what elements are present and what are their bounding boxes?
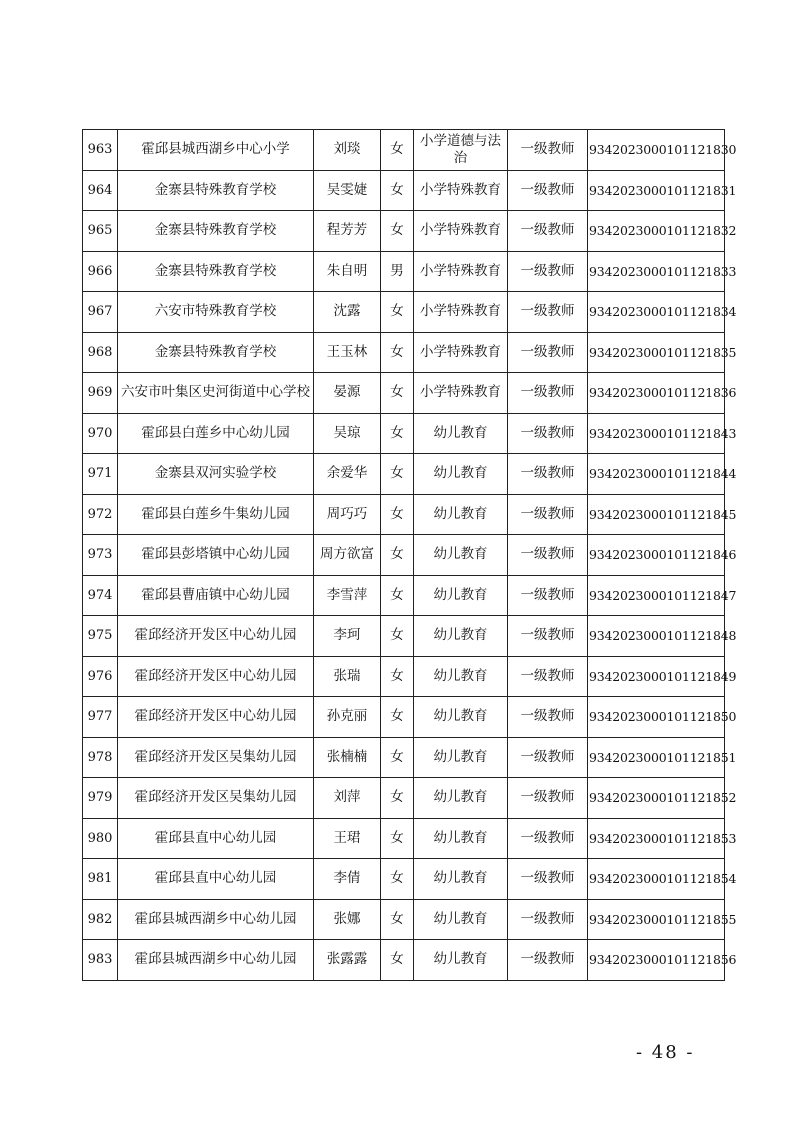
cell-certificate-number: 9342023000101121836: [588, 373, 725, 414]
cell-subject: 小学特殊教育: [414, 332, 508, 373]
cell-teacher-name: 张露露: [314, 940, 381, 981]
cell-teacher-name: 王玉林: [314, 332, 381, 373]
cell-title: 一级教师: [508, 211, 588, 252]
cell-subject: 小学特殊教育: [414, 292, 508, 333]
cell-school: 六安市叶集区史河街道中心学校: [118, 373, 314, 414]
cell-serial-number: 975: [83, 616, 118, 657]
cell-school: 霍邱县直中心幼儿园: [118, 818, 314, 859]
cell-serial-number: 980: [83, 818, 118, 859]
cell-certificate-number: 9342023000101121834: [588, 292, 725, 333]
cell-school: 霍邱县城西湖乡中心小学: [118, 130, 314, 171]
table-row: [83, 656, 725, 697]
cell-subject: 小学特殊教育: [414, 251, 508, 292]
table-row: [83, 211, 725, 252]
cell-serial-number: 965: [83, 211, 118, 252]
cell-certificate-number: 9342023000101121853: [588, 818, 725, 859]
cell-subject: 幼儿教育: [414, 737, 508, 778]
cell-subject: 幼儿教育: [414, 940, 508, 981]
cell-certificate-number: 9342023000101121850: [588, 697, 725, 738]
table-row: [83, 940, 725, 981]
cell-subject: 幼儿教育: [414, 899, 508, 940]
table-row: [83, 575, 725, 616]
cell-serial-number: 967: [83, 292, 118, 333]
cell-teacher-name: 王珺: [314, 818, 381, 859]
cell-teacher-name: 张娜: [314, 899, 381, 940]
cell-certificate-number: 9342023000101121845: [588, 494, 725, 535]
cell-gender: 女: [381, 454, 414, 495]
cell-title: 一级教师: [508, 535, 588, 576]
cell-gender: 男: [381, 251, 414, 292]
cell-title: 一级教师: [508, 656, 588, 697]
cell-certificate-number: 9342023000101121855: [588, 899, 725, 940]
cell-certificate-number: 9342023000101121851: [588, 737, 725, 778]
table-row: [83, 818, 725, 859]
table-row: [83, 899, 725, 940]
cell-subject: 幼儿教育: [414, 616, 508, 657]
cell-teacher-name: 李倩: [314, 859, 381, 900]
cell-gender: 女: [381, 575, 414, 616]
cell-certificate-number: 9342023000101121835: [588, 332, 725, 373]
cell-subject: 小学特殊教育: [414, 373, 508, 414]
cell-title: 一级教师: [508, 373, 588, 414]
cell-serial-number: 981: [83, 859, 118, 900]
cell-gender: 女: [381, 170, 414, 211]
cell-school: 霍邱县曹庙镇中心幼儿园: [118, 575, 314, 616]
cell-serial-number: 964: [83, 170, 118, 211]
cell-gender: 女: [381, 535, 414, 576]
cell-subject: 小学特殊教育: [414, 211, 508, 252]
table-row: [83, 737, 725, 778]
cell-serial-number: 974: [83, 575, 118, 616]
cell-title: 一级教师: [508, 737, 588, 778]
cell-title: 一级教师: [508, 616, 588, 657]
roster-body: [83, 130, 737, 981]
cell-gender: 女: [381, 778, 414, 819]
cell-subject: 小学道德与法治: [414, 130, 508, 171]
cell-certificate-number: 9342023000101121830: [588, 130, 725, 171]
cell-title: 一级教师: [508, 494, 588, 535]
cell-school: 霍邱经济开发区中心幼儿园: [118, 616, 314, 657]
cell-school: 霍邱经济开发区中心幼儿园: [118, 656, 314, 697]
cell-school: 金寨县特殊教育学校: [118, 251, 314, 292]
cell-certificate-number: 9342023000101121856: [588, 940, 725, 981]
cell-teacher-name: 张楠楠: [314, 737, 381, 778]
cell-gender: 女: [381, 373, 414, 414]
cell-school: 霍邱经济开发区吴集幼儿园: [118, 737, 314, 778]
cell-serial-number: 969: [83, 373, 118, 414]
roster-table: [82, 129, 737, 981]
table-row: [83, 778, 725, 819]
table-row: [83, 535, 725, 576]
cell-gender: 女: [381, 413, 414, 454]
cell-subject: 幼儿教育: [414, 575, 508, 616]
cell-certificate-number: 9342023000101121849: [588, 656, 725, 697]
cell-title: 一级教师: [508, 170, 588, 211]
cell-certificate-number: 9342023000101121833: [588, 251, 725, 292]
cell-teacher-name: 李雪萍: [314, 575, 381, 616]
cell-teacher-name: 周巧巧: [314, 494, 381, 535]
cell-school: 金寨县特殊教育学校: [118, 332, 314, 373]
cell-serial-number: 979: [83, 778, 118, 819]
cell-school: 六安市特殊教育学校: [118, 292, 314, 333]
cell-serial-number: 972: [83, 494, 118, 535]
cell-certificate-number: 9342023000101121848: [588, 616, 725, 657]
cell-subject: 小学特殊教育: [414, 170, 508, 211]
cell-certificate-number: 9342023000101121832: [588, 211, 725, 252]
cell-title: 一级教师: [508, 454, 588, 495]
cell-title: 一级教师: [508, 818, 588, 859]
cell-gender: 女: [381, 130, 414, 171]
cell-gender: 女: [381, 940, 414, 981]
cell-subject: 幼儿教育: [414, 818, 508, 859]
cell-serial-number: 978: [83, 737, 118, 778]
table-row: [83, 494, 725, 535]
cell-teacher-name: 朱自明: [314, 251, 381, 292]
cell-title: 一级教师: [508, 697, 588, 738]
table-row: [83, 292, 725, 333]
cell-subject: 幼儿教育: [414, 413, 508, 454]
cell-serial-number: 966: [83, 251, 118, 292]
cell-subject: 幼儿教育: [414, 454, 508, 495]
cell-teacher-name: 刘萍: [314, 778, 381, 819]
cell-serial-number: 970: [83, 413, 118, 454]
cell-title: 一级教师: [508, 899, 588, 940]
cell-teacher-name: 余爱华: [314, 454, 381, 495]
cell-certificate-number: 9342023000101121844: [588, 454, 725, 495]
cell-gender: 女: [381, 332, 414, 373]
cell-certificate-number: 9342023000101121846: [588, 535, 725, 576]
cell-gender: 女: [381, 494, 414, 535]
cell-serial-number: 968: [83, 332, 118, 373]
cell-title: 一级教师: [508, 130, 588, 171]
cell-title: 一级教师: [508, 413, 588, 454]
cell-subject: 幼儿教育: [414, 535, 508, 576]
cell-title: 一级教师: [508, 332, 588, 373]
cell-subject: 幼儿教育: [414, 494, 508, 535]
table-row: [83, 454, 725, 495]
cell-certificate-number: 9342023000101121843: [588, 413, 725, 454]
cell-subject: 幼儿教育: [414, 778, 508, 819]
page-number: - 48 -: [636, 1042, 695, 1063]
cell-certificate-number: 9342023000101121847: [588, 575, 725, 616]
cell-gender: 女: [381, 737, 414, 778]
cell-title: 一级教师: [508, 292, 588, 333]
cell-subject: 幼儿教育: [414, 697, 508, 738]
cell-teacher-name: 李珂: [314, 616, 381, 657]
cell-teacher-name: 吴雯婕: [314, 170, 381, 211]
cell-gender: 女: [381, 211, 414, 252]
cell-gender: 女: [381, 656, 414, 697]
cell-school: 霍邱经济开发区吴集幼儿园: [118, 778, 314, 819]
cell-teacher-name: 张瑞: [314, 656, 381, 697]
cell-school: 霍邱县城西湖乡中心幼儿园: [118, 899, 314, 940]
cell-school: 霍邱经济开发区中心幼儿园: [118, 697, 314, 738]
cell-serial-number: 963: [83, 130, 118, 171]
cell-certificate-number: 9342023000101121831: [588, 170, 725, 211]
cell-school: 霍邱县城西湖乡中心幼儿园: [118, 940, 314, 981]
table-row: [83, 170, 725, 211]
cell-school: 霍邱县彭塔镇中心幼儿园: [118, 535, 314, 576]
cell-teacher-name: 程芳芳: [314, 211, 381, 252]
cell-gender: 女: [381, 616, 414, 657]
cell-teacher-name: 周方欲富: [314, 535, 381, 576]
cell-school: 霍邱县直中心幼儿园: [118, 859, 314, 900]
cell-gender: 女: [381, 899, 414, 940]
cell-school: 金寨县双河实验学校: [118, 454, 314, 495]
cell-gender: 女: [381, 697, 414, 738]
cell-teacher-name: 沈露: [314, 292, 381, 333]
cell-title: 一级教师: [508, 940, 588, 981]
cell-school: 霍邱县白莲乡牛集幼儿园: [118, 494, 314, 535]
cell-serial-number: 971: [83, 454, 118, 495]
cell-title: 一级教师: [508, 575, 588, 616]
cell-teacher-name: 孙克丽: [314, 697, 381, 738]
cell-gender: 女: [381, 292, 414, 333]
cell-serial-number: 976: [83, 656, 118, 697]
table-row: [83, 413, 725, 454]
table-row: [83, 130, 725, 171]
table-row: [83, 373, 725, 414]
cell-serial-number: 982: [83, 899, 118, 940]
cell-teacher-name: 晏源: [314, 373, 381, 414]
cell-serial-number: 977: [83, 697, 118, 738]
table-row: [83, 251, 725, 292]
cell-gender: 女: [381, 818, 414, 859]
cell-gender: 女: [381, 859, 414, 900]
table-row: [83, 859, 725, 900]
cell-certificate-number: 9342023000101121854: [588, 859, 725, 900]
cell-school: 金寨县特殊教育学校: [118, 170, 314, 211]
cell-teacher-name: 吴琼: [314, 413, 381, 454]
cell-school: 霍邱县白莲乡中心幼儿园: [118, 413, 314, 454]
cell-teacher-name: 刘琰: [314, 130, 381, 171]
cell-school: 金寨县特殊教育学校: [118, 211, 314, 252]
cell-certificate-number: 9342023000101121852: [588, 778, 725, 819]
cell-subject: 幼儿教育: [414, 859, 508, 900]
cell-title: 一级教师: [508, 251, 588, 292]
cell-title: 一级教师: [508, 859, 588, 900]
table-row: [83, 616, 725, 657]
cell-serial-number: 983: [83, 940, 118, 981]
cell-subject: 幼儿教育: [414, 656, 508, 697]
cell-serial-number: 973: [83, 535, 118, 576]
table-row: [83, 697, 725, 738]
table-row: [83, 332, 725, 373]
cell-title: 一级教师: [508, 778, 588, 819]
